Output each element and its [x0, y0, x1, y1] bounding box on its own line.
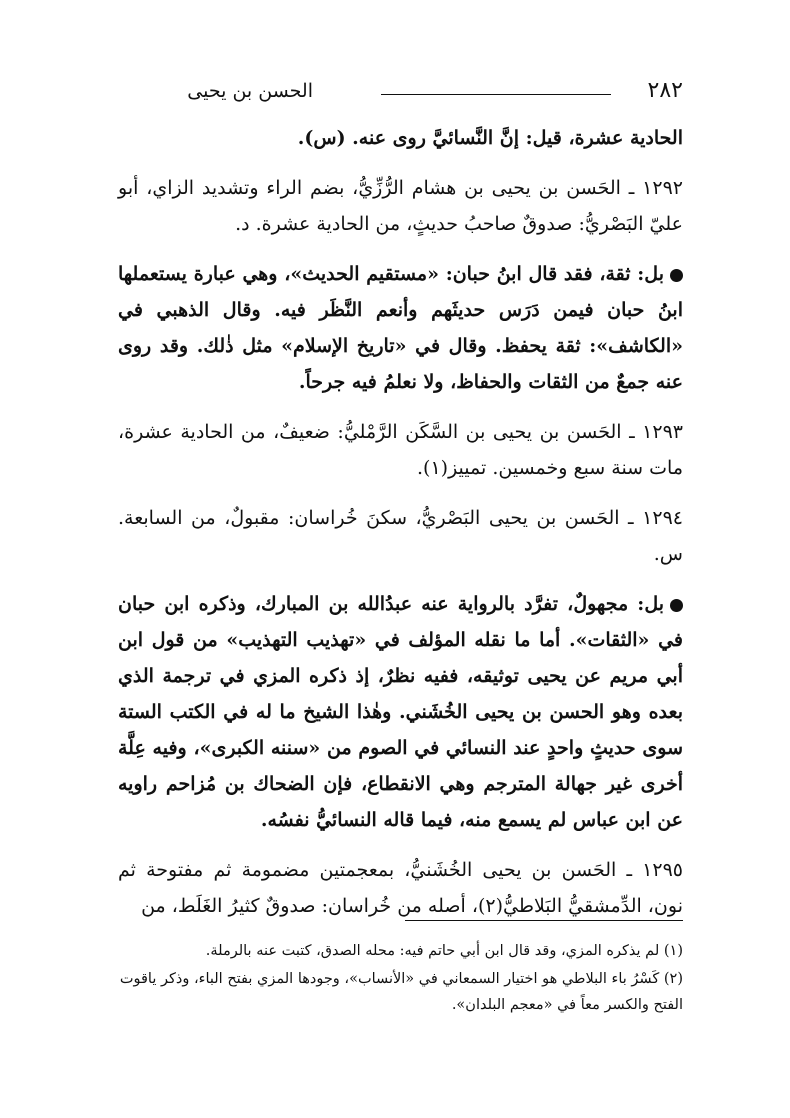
page-header: [118, 78, 683, 104]
bullet-icon: [670, 269, 683, 282]
footnote-divider: [405, 920, 683, 921]
entry-1295: ١٢٩٥ ـ الحَسن بن يحيى الخُشَنيُّ، بمعجمتين مضمومة ثم مفتوحة ثم نون، الدِّمشقيُّ البَلاطيُّ(٢)، أصله من خُراسان: صدوقٌ كثيرُ الغَلَط، من: [118, 859, 683, 917]
footnote-1: (١) لم يذكره المزي، وقد قال ابن أبي حاتم فيه: محله الصدق، كتبت عنه بالرملة.: [205, 943, 683, 959]
commentary-text: بل: مجهولٌ، تفرَّد بالرواية عنه عبدُالله بن المبارك، وذكره ابن حبان في «الثقات». أما ما نقله المؤلف في «تهذيب التهذيب» من قول ابن أبي مريم عن يحيى توثيقه، ففيه نظرٌ، إذ ذكره المزي في ترجمة الذي بعده وهو الحسن بن يحيى الخُشَني. وهٰذا الشيخ ما له في الكتب الستة سوى حديثٍ واحدٍ عند النسائي في الصوم من «سننه الكبرى»، وفيه عِلَّة أخرى غير جهالة المترجم وهي الانقطاع، فإن الضحاك بن مُزاحم راويه عن ابن عباس لم يسمع منه، فيما قاله النسائيُّ نفسُه.: [118, 593, 683, 831]
entry-1293: ١٢٩٣ ـ الحَسن بن يحيى بن السَّكَن الرَّمْليُّ: ضعيفٌ، من الحادية عشرة، مات سنة سبع وخمسين. تمييز(١).: [118, 421, 683, 479]
header-rule: [381, 94, 611, 95]
footnote-2: (٢) كَسْرُ باء البلاطي هو اختيار السمعاني في «الأنساب»، وجودها المزي بفتح الباء، وذكر ياقوت الفتح والكسر معاً في «معجم البلدان».: [119, 971, 683, 1013]
running-title: الحسن بن يحيى: [187, 80, 313, 102]
commentary-1292: [118, 256, 683, 400]
commentary-1294: [118, 586, 683, 838]
page-number: ٢٨٢: [647, 78, 683, 103]
entry-1294: ١٢٩٤ ـ الحَسن بن يحيى البَصْريُّ، سكنَ خُراسان: مقبولٌ، من السابعة. س.: [118, 507, 683, 565]
bullet-icon: [670, 599, 683, 612]
commentary-text: بل: ثقة، فقد قال ابنُ حبان: «مستقيم الحديث»، وهي عبارة يستعملها ابنُ حبان فيمن دَرَس حديثَهم وأنعم النَّظَر فيه. وقال الذهبي في «الكاشف»: ثقة يحفظ. وقال في «تاريخ الإسلام» مثل ذٰلك. وقد روى عنه جمعٌ من الثقات والحفاظ، ولا نعلمُ فيه جرحاً.: [118, 263, 683, 393]
paragraph-continuation: الحادية عشرة، قيل: إنَّ النَّسائيَّ روى عنه. (س).: [297, 127, 683, 149]
entry-1292: ١٢٩٢ ـ الحَسن بن يحيى بن هشام الرُّزِّيُّ، بضم الراء وتشديد الزاي، أبو عليّ البَصْريُّ: صدوقٌ صاحبُ حديثٍ، من الحادية عشرة. د.: [118, 177, 683, 235]
footnotes: [118, 938, 683, 1020]
main-text: [118, 120, 683, 938]
